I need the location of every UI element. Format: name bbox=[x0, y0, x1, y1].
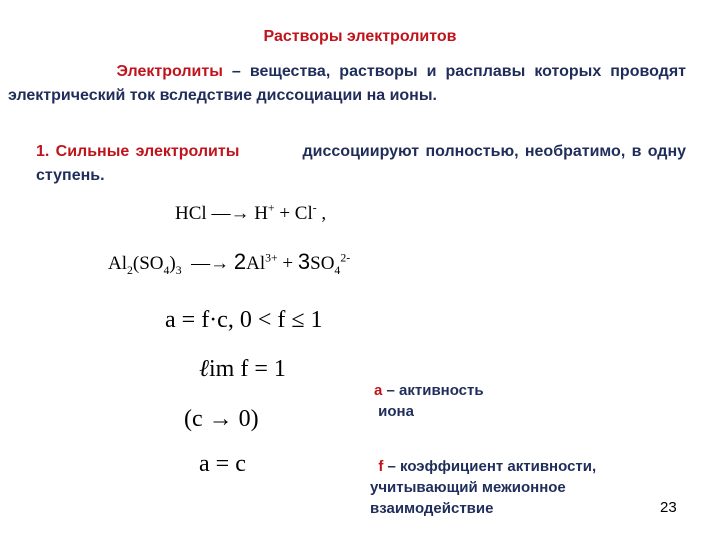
reaction-arrow: —→ bbox=[211, 203, 250, 224]
definition-term: Электролиты bbox=[116, 63, 223, 80]
equation-aluminium-sulfate-dissociation bbox=[108, 249, 350, 275]
reaction-arrow: —→ bbox=[191, 253, 230, 274]
strong-electrolytes-paragraph bbox=[36, 140, 686, 188]
note-activity-coefficient bbox=[370, 456, 596, 519]
equation-hcl-dissociation bbox=[175, 203, 326, 225]
sulfate-ion: $3SO_4^{2-}$ bbox=[297, 249, 351, 277]
note-a-text: – активность bbox=[382, 382, 484, 399]
aluminium-sulfate-formula: $Al_2(SO_4)_3$ bbox=[108, 253, 182, 277]
note-a-text-2: иона bbox=[378, 403, 414, 420]
limit-l-glyph: ℓ bbox=[199, 356, 209, 382]
hcl-formula: HCl bbox=[175, 203, 207, 224]
plus-sign: + bbox=[282, 253, 294, 274]
note-f-symbol: f bbox=[378, 458, 384, 475]
note-f-text-3: взаимодействие bbox=[370, 500, 494, 517]
limit-formula-text: im f = 1 bbox=[209, 356, 286, 382]
activity-formula: a = f·c, 0 < f ≤ 1 bbox=[165, 307, 323, 333]
plus-sign: + bbox=[279, 203, 291, 224]
equation-comma: , bbox=[321, 203, 327, 224]
activity-equals-concentration: a = c bbox=[199, 451, 246, 477]
definition-text: – вещества, растворы и расплавы которых проводят электрический ток вследствие диссоциации на ионы. bbox=[8, 63, 686, 104]
hydrogen-ion: H+ bbox=[254, 201, 275, 224]
definition-paragraph bbox=[8, 60, 686, 108]
limit-formula bbox=[199, 356, 286, 383]
limit-condition: (c → 0) bbox=[184, 406, 259, 432]
note-activity bbox=[374, 380, 484, 422]
note-a-symbol: a bbox=[374, 382, 383, 399]
chloride-ion: Cl- bbox=[294, 201, 317, 224]
slide-title: Растворы электролитов bbox=[263, 28, 457, 45]
note-f-text-2: учитывающий межионное bbox=[370, 479, 566, 496]
aluminium-ion: $2Al^{3+}$ bbox=[233, 249, 278, 274]
strong-electrolytes-text: диссоциируют полностью, необратимо, в одну ступень. bbox=[36, 143, 687, 184]
note-f-text: – коэффициент активности, bbox=[383, 458, 597, 475]
strong-electrolytes-label: 1. Сильные электролиты bbox=[36, 143, 240, 160]
page-number: 23 bbox=[660, 499, 677, 516]
